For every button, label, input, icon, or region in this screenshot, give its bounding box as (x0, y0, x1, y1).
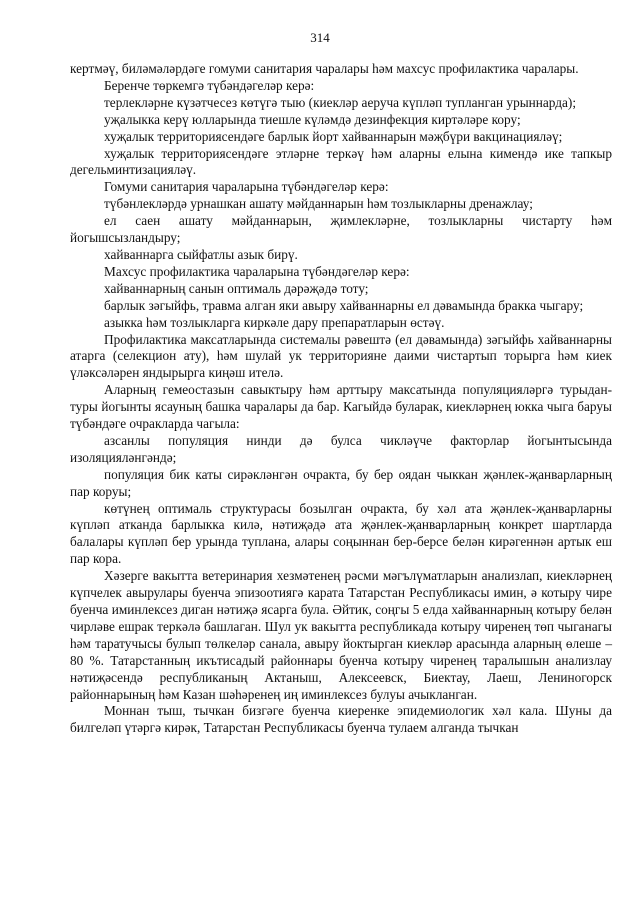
paragraph: хайваннарның санын оптималь дәрәҗәдә тоту; (104, 280, 369, 296)
paragraph: көтүнең оптималь структурасы бозылган очракта, бу хәл ата җәнлек-җанварларны күпләп атканда барлыкка килә, нәтиҗәдә ата җәнлек-җанварларның конкрет шартларда балалары күпләп бер урында туплана, алары соңыннан бер-берсе белән кирәгеннән артык еш пар кора. (70, 500, 612, 567)
paragraph: Беренче төркемгә түбәндәгеләр керә: (104, 77, 315, 93)
paragraph: хайваннарга сыйфатлы азык бирү. (104, 246, 298, 262)
paragraph: терлекләрне күзәтчесез көтүгә тыю (киекләр аеруча күпләп тупланган урыннарда); (104, 94, 577, 110)
paragraph: түбәнлекләрдә урнашкан ашату мәйданнарын һәм тозлыкларны дренажлау; (104, 196, 533, 212)
paragraph: Махсус профилактика чараларына түбәндәгеләр керә: (104, 263, 410, 279)
paragraph: популяция бик каты сирәкләнгән очракта, бу бер оядан чыккан җәнлек-җанварларның пар коруы; (70, 466, 612, 499)
paragraph: азсанлы популяция нинди дә булса чикләүче факторлар йогынтысында изоляцияләнгәндә; (70, 432, 612, 465)
paragraph: Аларның гемеостазын савыктыру һәм арттыру максатында популяцияләргә турыдан-туры йогынты ясауның башка чаралары да бар. Кагыйдә буларак, киекләрнең юкка чыга баруы түбәндәге очракларда чагыла: (70, 382, 612, 432)
paragraph: хуҗалык территориясендәге этләрне теркәү һәм аларны елына кимендә ике тапкыр дегельминтизацияләү. (70, 145, 612, 178)
paragraph: Моннан тыш, тычкан бизгәге буенча киеренке эпидемиологик хәл кала. Шуны да билгеләп үтәргә кирәк, Татарстан Республикасы буенча тулаем алганда тычкан (70, 703, 612, 736)
body-text (70, 61, 612, 737)
paragraph: Профилактика максатларында системалы рәвештә (ел дәвамында) зәгыйфь хайваннарны атарга (селекцион ату), һәм шулай ук территорияне даими чистартып торырга һәм киек үләксәләрен яндырырга киңәш ителә. (70, 331, 612, 381)
paragraph: кертмәү, биләмәләрдәге гомуми санитария чаралары һәм махсус профилактика чаралары. (70, 61, 579, 76)
paragraph: Хәзерге вакытта ветеринария хезмәтенең рәсми мәгълүматларын анализлап, киекләрнең күпчелек авырулары буенча эпизоотиягә карата Татарстан Республикасы имин, ә котыру чире буенча иминлексез диган нәтиҗә ясарга була. Әйтик, соңгы 5 елда хайваннарның котыру белән чирләве ешрак теркәлә башлаган. Шул ук вакытта республикада котыру чиренең төп чыганагы һәм таратучысы булып төлкеләр санала, авыру йоктырган киекләр арасында аларның өлеше – 80 %. Татарстанның икътисадый районнары буенча котыру чиренең таралышын анализлау нәтиҗәсендә республиканың Актаныш, Алексеевск, Биектау, Лаеш, Лениногорск районнарының һәм Казан шәһәренең иң иминлексез булуы ачыкланган. (70, 568, 612, 702)
paragraph: хуҗалык территориясендәге барлык йорт хайваннарын мәҗбүри вакцинацияләү; (104, 128, 563, 144)
paragraph: уҗалыкка керү юлларында тиешле күләмдә дезинфекция киртәләре кору; (104, 111, 521, 127)
paragraph: барлык зәгыйфь, травма алган яки авыру хайваннарны ел дәвамында бракка чыгару; (104, 297, 584, 313)
page-number: 314 (310, 30, 330, 45)
paragraph: ел саен ашату мәйданнарын, җимлекләрне, тозлыкларны чистарту һәм йогышсызландыру; (70, 213, 612, 246)
paragraph: азыкка һәм тозлыкларга киркәле дару препаратларын өстәү. (104, 314, 445, 330)
paragraph: Гомуми санитария чараларына түбәндәгеләр керә: (104, 179, 389, 195)
